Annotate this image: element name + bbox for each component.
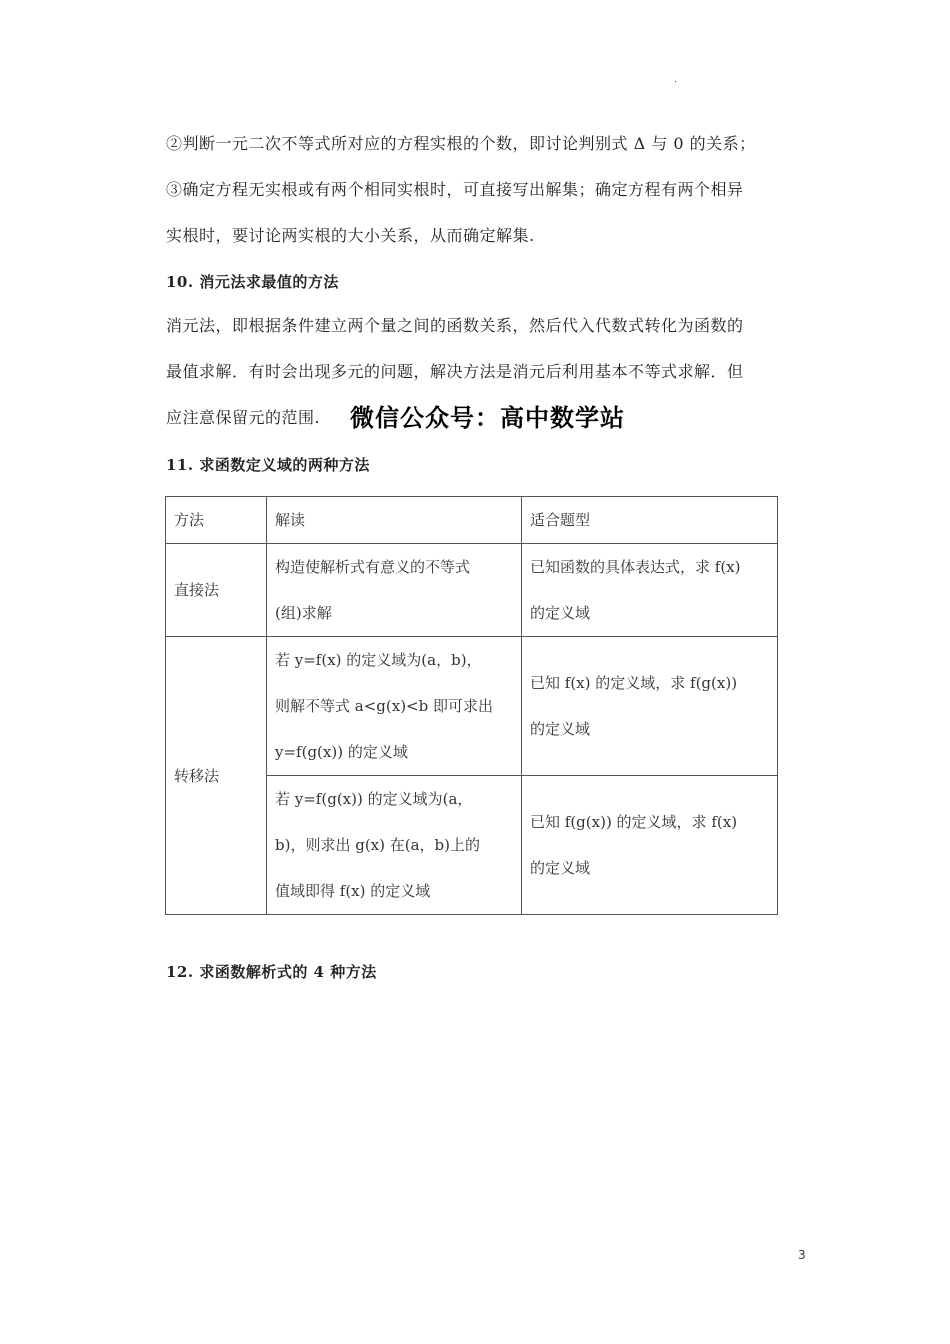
text-line: 消元法，即根据条件建立两个量之间的函数关系，然后代入代数式转化为函数的 xyxy=(166,316,744,335)
section-heading-10: 10. 消元法求最值的方法 xyxy=(166,273,339,291)
text-line: 最值求解．有时会出现多元的问题，解决方法是消元后利用基本不等式求解．但 xyxy=(166,362,744,381)
cell-reading: 若 y=f(g(x)) 的定义域为(a， b)，则求出 g(x) 在(a，b)上的 值域即得 f(x) 的定义域 xyxy=(267,776,522,915)
watermark-text: 微信公众号：高中数学站 xyxy=(350,404,625,432)
cell-method xyxy=(166,544,267,637)
method-transfer: 转移法 xyxy=(174,766,220,785)
paragraph-solution-set xyxy=(166,167,780,259)
header-method: 方法 xyxy=(166,497,267,544)
table-header-row xyxy=(166,497,778,544)
table-row-direct xyxy=(166,544,778,637)
cell-type: 已知函数的具体表达式，求 f(x) 的定义域 xyxy=(522,544,778,637)
cell-reading: 构造使解析式有意义的不等式 (组)求解 xyxy=(267,544,522,637)
table-row-transfer-1 xyxy=(166,637,778,776)
text-line: ②判断一元二次不等式所对应的方程实根的个数，即讨论判别式 Δ 与 0 的关系； xyxy=(166,134,756,153)
paragraph-discriminant xyxy=(166,121,780,167)
cell-type: 已知 f(g(x)) 的定义域，求 f(x) 的定义域 xyxy=(522,776,778,915)
text-line: 应注意保留元的范围. xyxy=(166,408,321,427)
cell-method xyxy=(166,637,267,915)
text-line: ③确定方程无实根或有两个相同实根时，可直接写出解集；确定方程有两个相异 xyxy=(166,180,744,199)
header-reading: 解读 xyxy=(267,497,522,544)
section-heading-12: 12. 求函数解析式的 4 种方法 xyxy=(166,963,377,981)
section-heading-11: 11. 求函数定义域的两种方法 xyxy=(166,456,370,474)
cell-type: 已知 f(x) 的定义域，求 f(g(x)) 的定义域 xyxy=(522,637,778,776)
method-direct: 直接法 xyxy=(174,581,220,599)
text-line: 实根时，要讨论两实根的大小关系，从而确定解集. xyxy=(166,226,535,245)
page-number: 3 xyxy=(798,1248,806,1262)
header-type: 适合题型 xyxy=(522,497,778,544)
top-mark: . xyxy=(674,74,678,85)
cell-reading: 若 y=f(x) 的定义域为(a，b)， 则解不等式 a<g(x)<b 即可求出 y=f(g(x)) 的定义域 xyxy=(267,637,522,776)
domain-methods-table xyxy=(165,496,778,915)
